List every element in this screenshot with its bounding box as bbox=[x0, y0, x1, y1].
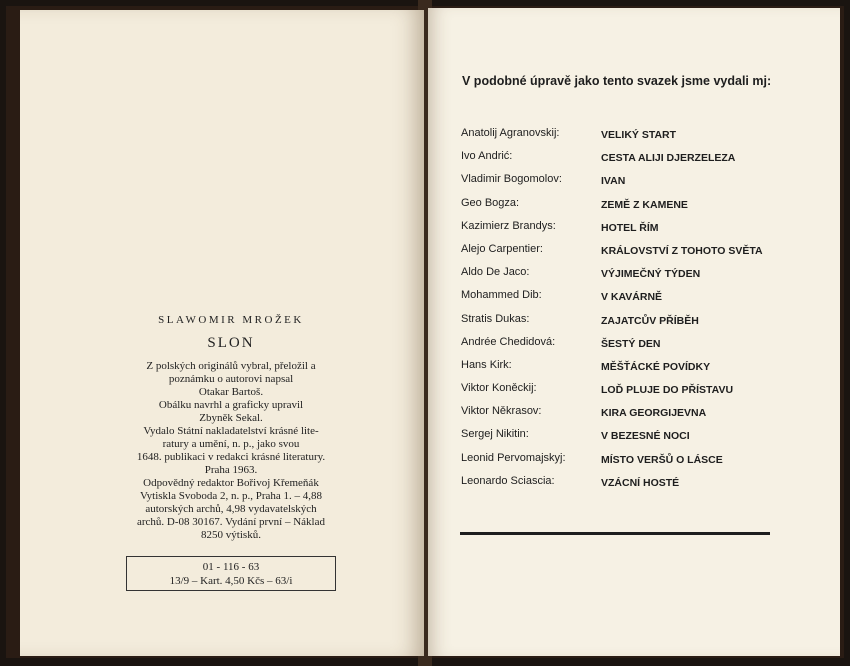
colophon-line: 1648. publikaci v redakci krásné literatury. bbox=[136, 451, 326, 463]
colophon-text bbox=[96, 360, 366, 542]
entry-title: V KAVÁRNĚ bbox=[601, 291, 663, 304]
entry-title: VZÁCNÍ HOSTÉ bbox=[601, 476, 680, 489]
show-through-text bbox=[270, 40, 420, 53]
entry-title: VÝJIMEČNÝ TÝDEN bbox=[601, 268, 701, 281]
entry-title: ŠESTÝ DEN bbox=[601, 337, 661, 350]
entry-author: Sergej Nikitin: bbox=[461, 428, 529, 441]
colophon-line: Praha 1963. bbox=[204, 464, 258, 476]
colophon-line: Obálku navrhl a graficky upravil bbox=[158, 399, 304, 411]
list-item bbox=[461, 264, 821, 287]
list-item bbox=[461, 380, 821, 403]
list-item bbox=[461, 311, 821, 334]
list-item bbox=[461, 334, 821, 357]
list-item bbox=[461, 125, 821, 148]
book-title: SLON bbox=[207, 335, 255, 351]
entry-author: Geo Bogza: bbox=[461, 196, 520, 209]
entry-title: KRÁLOVSTVÍ Z TOHOTO SVĚTA bbox=[601, 244, 763, 257]
entry-title: KIRA GEORGIJEVNA bbox=[601, 407, 707, 420]
entry-author: Hans Kirk: bbox=[461, 358, 512, 371]
entry-title: MĚŠŤÁCKÉ POVÍDKY bbox=[601, 360, 711, 373]
entry-author: Leonid Pervomajskyj: bbox=[461, 451, 566, 464]
entry-author: Anatolij Agranovskij: bbox=[461, 127, 560, 139]
list-item bbox=[461, 357, 821, 380]
entry-title: CESTA ALIJI DJERZELEZA bbox=[601, 152, 736, 165]
page-heading: V podobné úpravě jako tento svazek jsme vydali mj: bbox=[462, 74, 772, 88]
colophon-line: Otakar Bartoš. bbox=[198, 386, 264, 398]
entry-title: IVAN bbox=[601, 175, 626, 188]
entry-title: V BEZESNÉ NOCI bbox=[601, 430, 690, 443]
list-item bbox=[461, 171, 821, 194]
entry-author: Mohammed Dib: bbox=[461, 289, 542, 302]
list-item bbox=[461, 473, 821, 496]
entry-author: Aldo De Jaco: bbox=[461, 266, 530, 279]
colophon-line: Odpovědný redaktor Bořivoj Křemeňák bbox=[143, 477, 319, 489]
colophon-line: Z polských originálů vybral, přeložil a bbox=[146, 360, 316, 372]
list-item bbox=[461, 450, 821, 473]
list-item bbox=[461, 426, 821, 449]
entry-author: Leonardo Sciascia: bbox=[461, 474, 555, 487]
colophon-line: poznámku o autorovi napsal bbox=[168, 373, 294, 385]
entry-author: Viktor Někrasov: bbox=[461, 405, 542, 418]
colophon-line: Zbyněk Sekal. bbox=[199, 412, 263, 424]
price-box-line: 13/9 – Kart. 4,50 Kčs – 63/i bbox=[169, 575, 293, 587]
entry-title: LOĎ PLUJE DO PŘÍSTAVU bbox=[601, 384, 734, 397]
list-item bbox=[461, 148, 821, 171]
colophon-line: 8250 výtisků. bbox=[201, 529, 261, 541]
list-item bbox=[461, 241, 821, 264]
book-list bbox=[461, 125, 821, 496]
entry-author: Alejo Carpentier: bbox=[461, 242, 543, 255]
price-box bbox=[126, 556, 336, 591]
list-item bbox=[461, 287, 821, 310]
divider-rule bbox=[460, 532, 770, 535]
entry-title: ZAJATCŮV PŘÍBĚH bbox=[601, 314, 699, 327]
author-name: SLAWOMIR MROŽEK bbox=[158, 314, 304, 326]
colophon-line: autorských archů, 4,98 vydavatelských bbox=[145, 503, 317, 515]
entry-author: Stratis Dukas: bbox=[461, 312, 530, 325]
colophon-line: archů. D-08 30167. Vydání první – Náklad bbox=[137, 516, 325, 528]
entry-title: HOTEL ŘÍM bbox=[601, 221, 659, 234]
entry-author: Viktor Koněckij: bbox=[461, 382, 537, 395]
list-item bbox=[461, 195, 821, 218]
entry-title: ZEMĚ Z KAMENE bbox=[601, 198, 688, 211]
entry-author: Kazimierz Brandys: bbox=[461, 219, 556, 232]
entry-author: Ivo Andrić: bbox=[461, 150, 513, 163]
list-item bbox=[461, 403, 821, 426]
entry-title: MÍSTO VERŠŮ O LÁSCE bbox=[601, 453, 723, 466]
entry-title: VELIKÝ START bbox=[601, 129, 677, 141]
list-item bbox=[461, 218, 821, 241]
price-box-line: 01 - 116 - 63 bbox=[202, 561, 260, 573]
colophon bbox=[96, 314, 366, 591]
colophon-line: Vydalo Státní nakladatelství krásné lite- bbox=[143, 425, 319, 437]
entry-author: Vladimir Bogomolov: bbox=[461, 173, 562, 186]
entry-author: Andrée Chedidová: bbox=[461, 335, 556, 348]
colophon-line: Vytiskla Svoboda 2, n. p., Praha 1. – 4,88 bbox=[139, 490, 323, 502]
colophon-line: ratury a umění, n. p., jako svou bbox=[162, 438, 300, 450]
